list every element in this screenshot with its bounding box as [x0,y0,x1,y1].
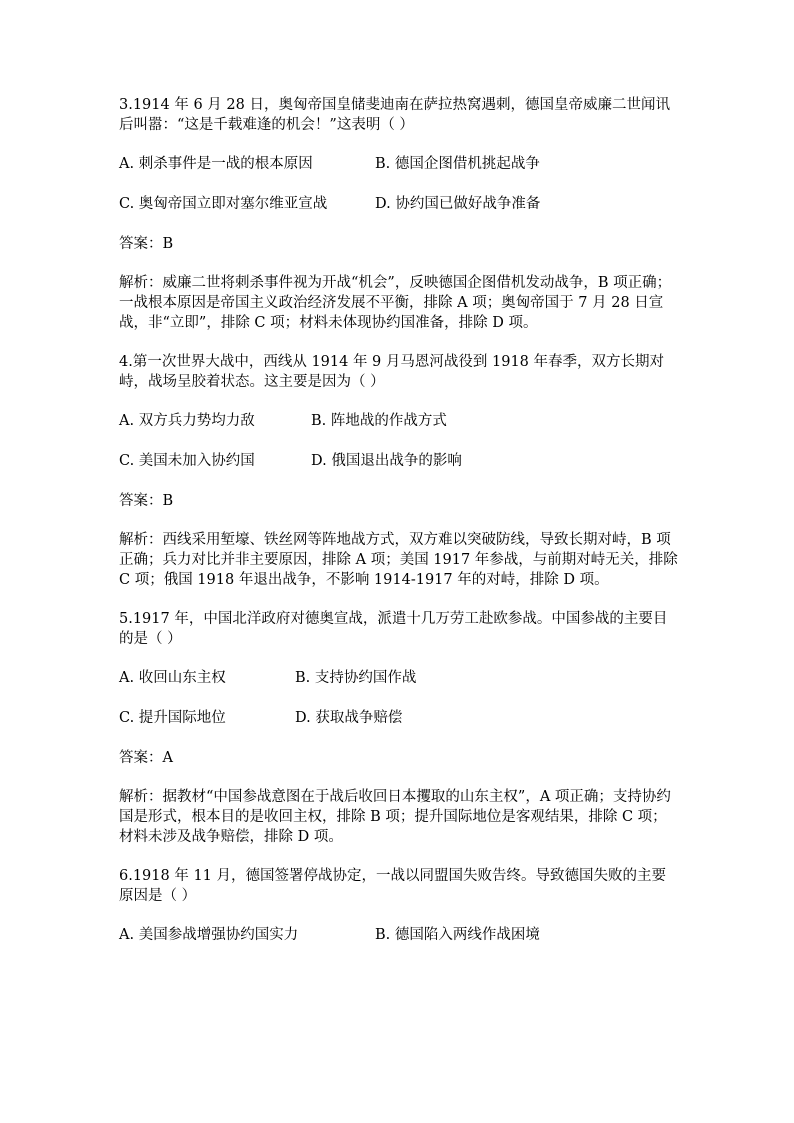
option-d: D. 协约国已做好战争准备 [375,196,541,212]
option-b: B. 阵地战的作战方式 [311,413,447,429]
question-4 [119,352,679,590]
option-a: A. 双方兵力势均力敌 [119,413,255,429]
options-row [119,668,679,688]
option-d: D. 俄国退出战争的影响 [311,453,462,469]
analysis: 解析：威廉二世将刺杀事件视为开战“机会”，反映德国企图借机发动战争，B 项正确；一战根本原因是帝国主义政治经济发展不平衡，排除 A 项；奥匈帝国于 7 月 28 日宣战，非“立即”，排除 C 项；材料未体现协约国准备，排除 D 项。 [119,275,672,331]
analysis: 解析：西线采用堑壕、铁丝网等阵地战方式，双方难以突破防线，导致长期对峙，B 项正确；兵力对比并非主要原因，排除 A 项；美国 1917 年参战，与前期对峙无关，排除 C 项；俄国 1918 年退出战争，不影响 1914-1917 年的对峙，排除 D 项。 [119,532,678,588]
question-5 [119,609,679,847]
options-row [119,411,679,431]
option-a: A. 收回山东主权 [119,670,226,686]
option-d: D. 获取战争赔偿 [295,710,403,726]
question-stem: 5.1917 年，中国北洋政府对德奥宣战，派遣十几万劳工赴欧参战。中国参战的主要目的是（ ） [119,611,668,647]
option-c: C. 美国未加入协约国 [119,453,255,469]
option-a: A. 刺杀事件是一战的根本原因 [119,156,313,172]
question-stem: 6.1918 年 11 月，德国签署停战协定，一战以同盟国失败告终。导致德国失败的主要原因是（ ） [119,868,667,904]
option-b: B. 德国陷入两线作战困境 [375,927,540,943]
answer: 答案：B [119,493,174,509]
options-row [119,451,679,471]
analysis: 解析：据教材“中国参战意图在于战后收回日本攫取的山东主权”，A 项正确；支持协约国是形式，根本目的是收回主权，排除 B 项；提升国际地位是客观结果，排除 C 项；材料未涉及战争赔偿，排除 D 项。 [119,789,671,845]
option-b: B. 德国企图借机挑起战争 [375,156,540,172]
question-6 [119,866,679,945]
option-a: A. 美国参战增强协约国实力 [119,927,299,943]
option-b: B. 支持协约国作战 [295,670,417,686]
options-row [119,925,679,945]
options-row [119,708,679,728]
answer: 答案：A [119,750,173,766]
option-c: C. 提升国际地位 [119,710,226,726]
question-stem: 4.第一次世界大战中，西线从 1914 年 9 月马恩河战役到 1918 年春季，双方长期对峙，战场呈胶着状态。这主要是因为（ ） [119,354,665,390]
option-c: C. 奥匈帝国立即对塞尔维亚宣战 [119,196,328,212]
options-row [119,154,679,174]
answer: 答案：B [119,236,174,252]
question-stem: 3.1914 年 6 月 28 日，奥匈帝国皇储斐迪南在萨拉热窝遇刺，德国皇帝威廉二世闻讯后叫嚣：“这是千载难逢的机会！”这表明（ ） [119,97,670,133]
question-3 [119,95,679,333]
document-page [119,95,679,965]
options-row [119,194,679,214]
